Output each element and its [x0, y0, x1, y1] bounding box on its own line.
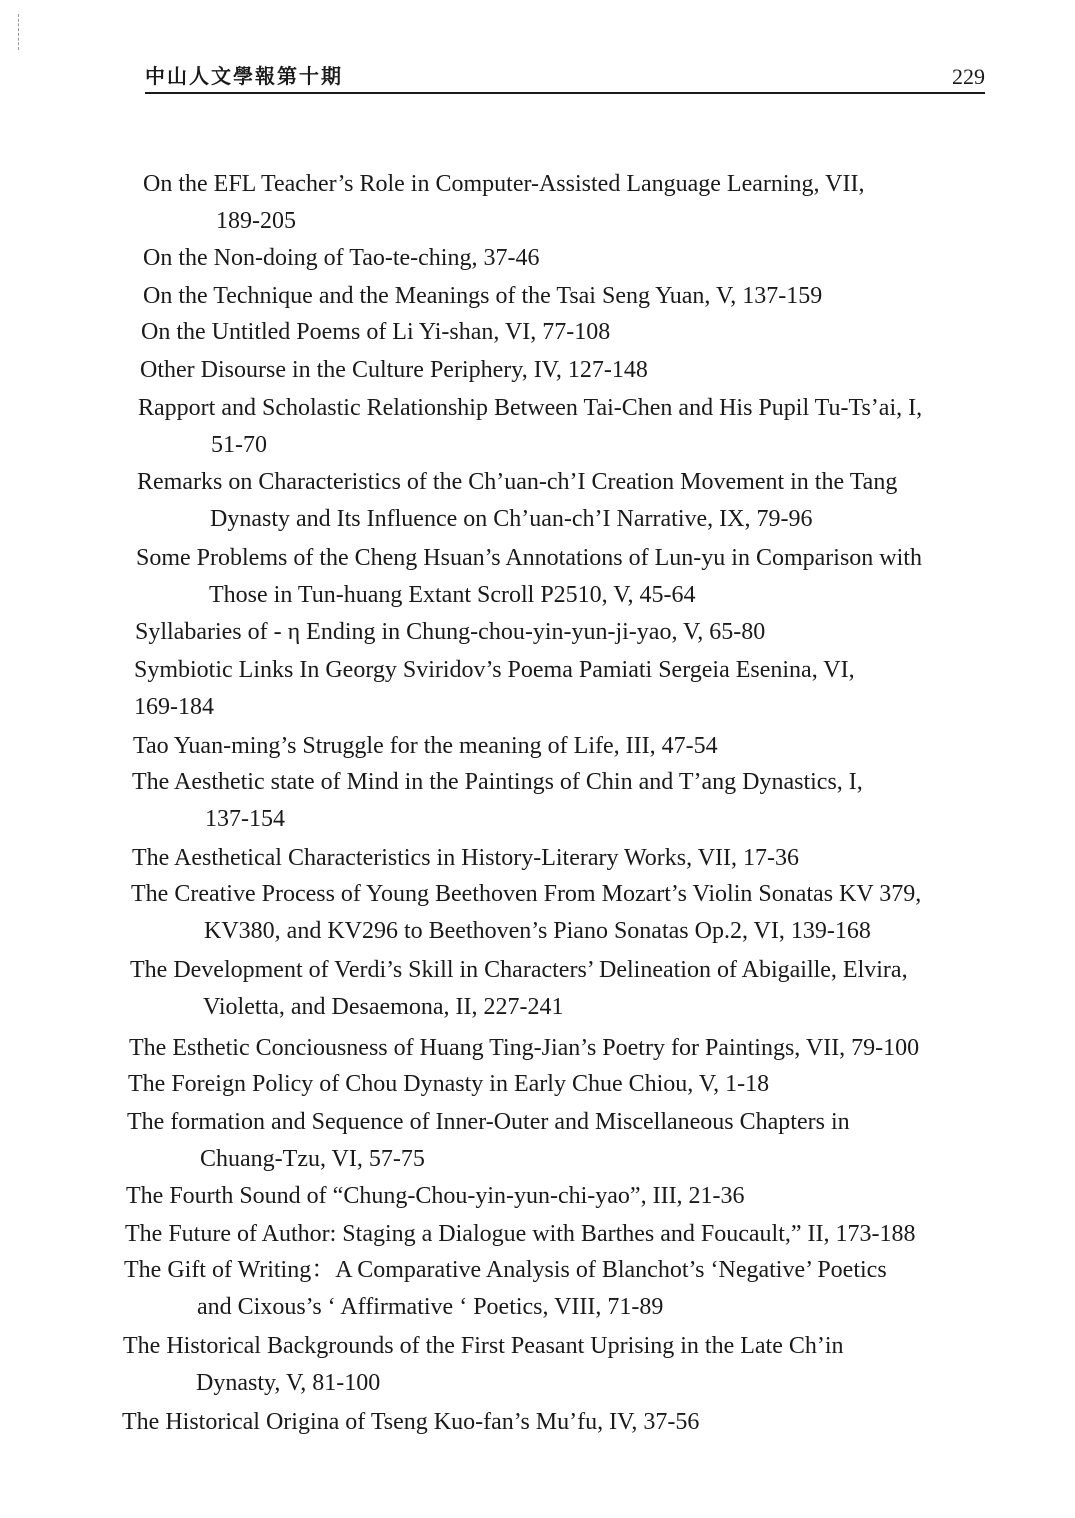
entry-title-line: The Development of Verdi’s Skill in Characters’ Delineation of Abigaille, Elvira, [130, 957, 908, 983]
index-entry [135, 614, 765, 651]
entry-title-line: Symbiotic Links In Georgy Sviridov’s Poema Pamiati Sergeia Esenina, VI, [134, 657, 855, 683]
page-header [145, 56, 985, 96]
entry-title-line: The Aesthetical Characteristics in History-Literary Works, VII, 17-36 [132, 845, 799, 871]
entry-title-line: On the Non-doing of Tao-te-ching, 37-46 [143, 245, 540, 271]
entry-title-line: Remarks on Characteristics of the Ch’uan-ch’I Creation Movement in the Tang [137, 469, 898, 495]
entry-title-line: The Historical Origina of Tseng Kuo-fan’s Mu’fu, IV, 37-56 [122, 1409, 700, 1435]
index-entry [132, 840, 799, 877]
index-entry [126, 1178, 745, 1215]
index-entry [125, 1216, 916, 1253]
index-entry [140, 352, 648, 389]
index-entry [136, 540, 922, 614]
entry-title-line: The Gift of Writing：A Comparative Analysis of Blanchot’s ‘Negative’ Poetics [124, 1257, 887, 1283]
index-entry [127, 1104, 850, 1178]
entry-title-line: The Historical Backgrounds of the First Peasant Uprising in the Late Ch’in [123, 1333, 844, 1359]
index-entry [143, 166, 864, 240]
index-entry [143, 240, 539, 277]
entry-title-line: The Foreign Policy of Chou Dynasty in Early Chue Chiou, V, 1-18 [128, 1071, 770, 1097]
index-entry [143, 278, 822, 315]
index-entry [131, 876, 921, 950]
entry-title-line: The Creative Process of Young Beethoven From Mozart’s Violin Sonatas KV 379, [131, 881, 922, 907]
entry-continuation-line: 51-70 [211, 432, 267, 458]
index-entry [133, 728, 718, 765]
index-entry [124, 1252, 887, 1326]
entry-title-line: The Future of Author: Staging a Dialogue with Barthes and Foucault,” II, 173-188 [125, 1221, 916, 1247]
entry-continuation-line: Those in Tun-huang Extant Scroll P2510, V, 45-64 [209, 582, 696, 608]
index-entry [138, 390, 922, 464]
entry-title-line: On the Untitled Poems of Li Yi-shan, VI, 77-108 [141, 319, 611, 345]
entry-title-line: Some Problems of the Cheng Hsuan’s Annotations of Lun-yu in Comparison with [136, 545, 922, 571]
entry-continuation-line: Dynasty and Its Influence on Ch’uan-ch’I Narrative, IX, 79-96 [210, 506, 813, 532]
entry-continuation-line: Dynasty, V, 81-100 [196, 1370, 381, 1396]
index-entry [132, 764, 863, 838]
entry-title-line: Other Disourse in the Culture Periphery, IV, 127-148 [140, 357, 648, 383]
entry-continuation-line: KV380, and KV296 to Beethoven’s Piano Sonatas Op.2, VI, 139-168 [204, 918, 871, 944]
entry-title-line: The Esthetic Conciousness of Huang Ting-Jian’s Poetry for Paintings, VII, 79-100 [129, 1035, 920, 1061]
journal-title: 中山人文學報第十期 [145, 64, 343, 88]
header-rule [145, 92, 985, 94]
entry-title-line: Syllabaries of - η Ending in Chung-chou-yin-yun-ji-yao, V, 65-80 [135, 619, 766, 645]
entry-continuation-line: and Cixous’s ‘ Affirmative ‘ Poetics, VIII, 71-89 [197, 1294, 664, 1320]
index-entry [134, 652, 855, 726]
index-entry [137, 464, 897, 538]
entry-title-line: Rapport and Scholastic Relationship Between Tai-Chen and His Pupil Tu-Ts’ai, I, [138, 395, 923, 421]
index-entry [141, 314, 610, 351]
entry-continuation-line: 137-154 [205, 806, 285, 832]
entry-title-line: The Aesthetic state of Mind in the Paintings of Chin and T’ang Dynastics, I, [132, 769, 863, 795]
entry-title-line: On the Technique and the Meanings of the Tsai Seng Yuan, V, 137-159 [143, 283, 823, 309]
index-entry [123, 1328, 844, 1402]
index-entry [129, 1030, 919, 1067]
entry-title-line: On the EFL Teacher’s Role in Computer-Assisted Language Learning, VII, [143, 171, 865, 197]
entry-continuation-line: Chuang-Tzu, VI, 57-75 [200, 1146, 425, 1172]
index-entry [128, 1066, 769, 1103]
entry-continuation-line: Violetta, and Desaemona, II, 227-241 [203, 994, 564, 1020]
scan-margin-mark [18, 14, 23, 50]
index-entry [122, 1404, 699, 1441]
entry-continuation-line: 189-205 [216, 208, 296, 234]
page-number: 229 [952, 64, 985, 89]
entry-title-line: The formation and Sequence of Inner-Outer and Miscellaneous Chapters in [127, 1109, 850, 1135]
index-entry [130, 952, 908, 1026]
entry-title-line: Tao Yuan-ming’s Struggle for the meaning of Life, III, 47-54 [133, 733, 718, 759]
entry-title-line: The Fourth Sound of “Chung-Chou-yin-yun-chi-yao”, III, 21-36 [126, 1183, 745, 1209]
entry-continuation-line: 169-184 [134, 694, 214, 720]
